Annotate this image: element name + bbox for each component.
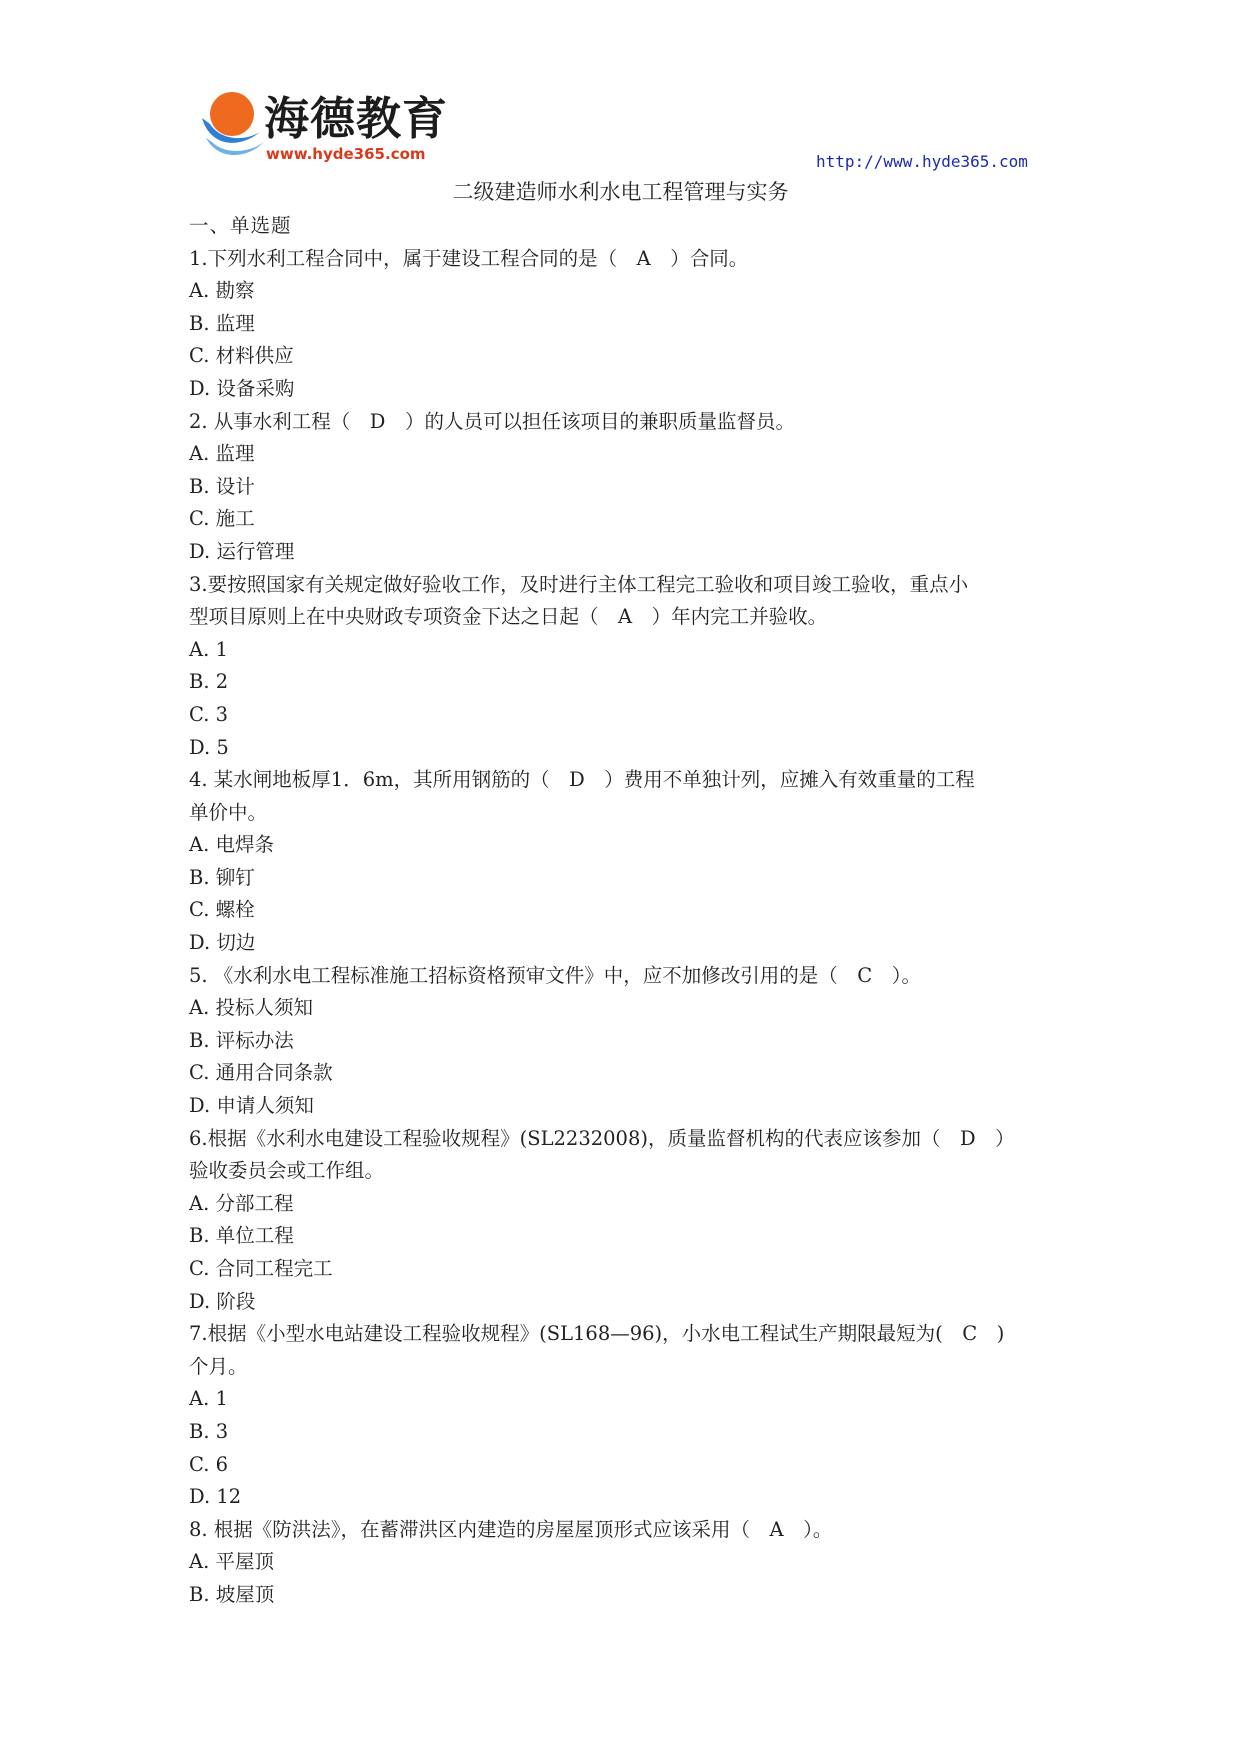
question-8-option-a: A. 平屋顶 bbox=[189, 1550, 274, 1574]
brand-logo bbox=[198, 88, 449, 168]
question-4-option-b: B. 铆钉 bbox=[189, 865, 255, 889]
question-2-option-b: B. 设计 bbox=[189, 474, 255, 498]
question-2-stem: 2. 从事水利工程（ D ）的人员可以担任该项目的兼职质量监督员。 bbox=[189, 409, 795, 433]
question-3-stem-line-1: 3.要按照国家有关规定做好验收工作，及时进行主体工程完工验收和项目竣工验收，重点小 bbox=[189, 572, 969, 596]
question-6-stem-line-1: 6.根据《水利水电建设工程验收规程》(SL2232008)，质量监督机构的代表应该参加（ D ） bbox=[189, 1126, 1015, 1150]
question-8-stem: 8. 根据《防洪法》，在蓄滞洪区内建造的房屋屋顶形式应该采用（ A ）。 bbox=[189, 1517, 833, 1541]
question-7-option-d: D. 12 bbox=[189, 1485, 242, 1509]
question-5-option-a: A. 投标人须知 bbox=[189, 996, 313, 1020]
question-3-option-d: D. 5 bbox=[189, 735, 229, 759]
question-2-option-d: D. 运行管理 bbox=[189, 539, 295, 563]
document-body bbox=[189, 210, 1059, 1612]
question-3-option-c: C. 3 bbox=[189, 702, 229, 726]
question-7-option-c: C. 6 bbox=[189, 1452, 229, 1476]
question-6-option-c: C. 合同工程完工 bbox=[189, 1257, 333, 1280]
question-7-stem-line-1: 7.根据《小型水电站建设工程验收规程》(SL168—96)，小水电工程试生产期限最短为( C ) bbox=[189, 1322, 1005, 1346]
question-5-stem: 5. 《水利水电工程标准施工招标资格预审文件》中，应不加修改引用的是（ C ）。 bbox=[189, 963, 921, 987]
question-4-stem-line-2: 单价中。 bbox=[189, 800, 268, 824]
question-5-option-d: D. 申请人须知 bbox=[189, 1094, 314, 1118]
website-link[interactable]: http://www.hyde365.com bbox=[816, 152, 1028, 171]
question-3-option-b: B. 2 bbox=[189, 670, 229, 694]
question-5-option-b: B. 评标办法 bbox=[189, 1028, 294, 1052]
question-5-option-c: C. 通用合同条款 bbox=[189, 1061, 333, 1085]
question-3-option-a: A. 1 bbox=[189, 637, 228, 661]
question-6-option-a: A. 分部工程 bbox=[189, 1191, 294, 1215]
question-6-option-b: B. 单位工程 bbox=[189, 1224, 294, 1248]
question-1-option-b: B. 监理 bbox=[189, 311, 255, 335]
question-6-option-d: D. 阶段 bbox=[189, 1289, 256, 1313]
question-7-option-a: A. 1 bbox=[189, 1387, 228, 1411]
question-2-option-a: A. 监理 bbox=[189, 442, 255, 466]
question-1-option-d: D. 设备采购 bbox=[189, 376, 295, 400]
brand-url: www.hyde365.com bbox=[266, 145, 426, 163]
question-1-stem: 1.下列水利工程合同中，属于建设工程合同的是（ A ）合同。 bbox=[189, 246, 749, 270]
section-heading: 一、单选题 bbox=[189, 214, 292, 237]
question-7-option-b: B. 3 bbox=[189, 1419, 229, 1443]
question-4-stem-line-1: 4. 某水闸地板厚1．6m，其所用钢筋的（ D ）费用不单独计列，应摊入有效重量的工程 bbox=[189, 768, 975, 792]
document-title: 二级建造师水利水电工程管理与实务 bbox=[452, 180, 789, 204]
brand-name: 海德教育 bbox=[264, 92, 449, 145]
question-1-option-c: C. 材料供应 bbox=[189, 344, 294, 368]
brand-emblem-icon bbox=[198, 88, 268, 168]
question-4-option-c: C. 螺栓 bbox=[189, 898, 255, 922]
question-1-option-a: A. 勘察 bbox=[189, 279, 255, 303]
question-8-option-b: B. 坡屋顶 bbox=[189, 1582, 275, 1606]
question-4-option-d: D. 切边 bbox=[189, 931, 256, 955]
question-2-option-c: C. 施工 bbox=[189, 507, 255, 531]
question-3-stem-line-2: 型项目原则上在中央财政专项资金下达之日起（ A ）年内完工并验收。 bbox=[189, 605, 828, 629]
question-7-stem-line-2: 个月。 bbox=[189, 1354, 248, 1378]
question-4-option-a: A. 电焊条 bbox=[189, 833, 274, 857]
question-6-stem-line-2: 验收委员会或工作组。 bbox=[189, 1159, 385, 1183]
